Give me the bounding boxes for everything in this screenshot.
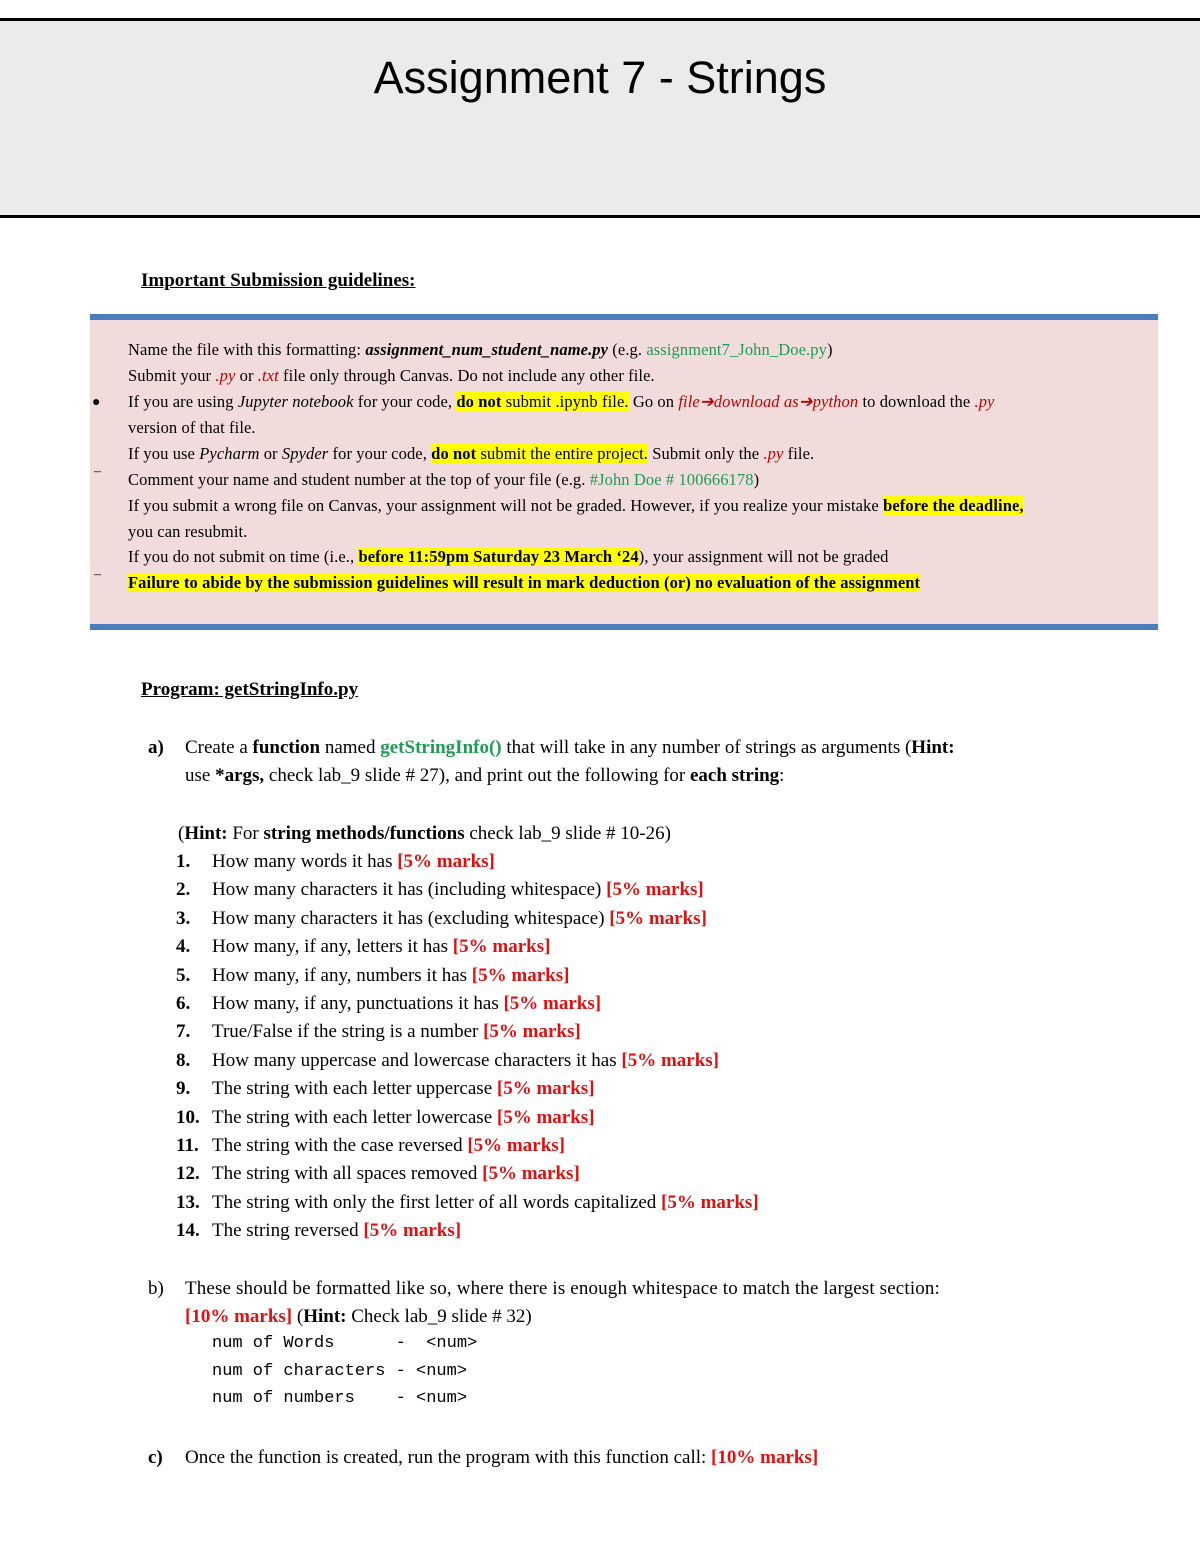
list-item: How many characters it has (excluding whitespace) [5% marks] [212, 908, 707, 929]
list-item-number: 3. [176, 908, 191, 929]
guideline-warning: Failure to abide by the submission guidelines will result in mark deduction (or) no evaluation of the assignment [128, 573, 921, 592]
marks-badge: [5% marks] [503, 993, 602, 1014]
list-item: The string with each letter lowercase [5% marks] [212, 1107, 595, 1128]
guideline-deadline: If you do not submit on time (i.e., before 11:59pm Saturday 23 March ‘24), your assignment will not be graded [128, 547, 889, 566]
list-item: True/False if the string is a number [5% marks] [212, 1021, 581, 1042]
marks-badge: [5% marks] [496, 1078, 595, 1099]
list-item-number: 2. [176, 879, 191, 900]
guideline-submit: Submit your .py or .txt file only through Canvas. Do not include any other file. [128, 366, 655, 385]
program-heading: Program: getStringInfo.py [141, 679, 359, 700]
code-line: num of characters - <num> [212, 1362, 468, 1381]
page-title: Assignment 7 - Strings [373, 52, 827, 103]
marks-badge: [5% marks] [661, 1192, 759, 1213]
guideline-comment: Comment your name and student number at the top of your file (e.g. #John Doe # 100666178) [128, 470, 760, 489]
guideline-pycharm: If you use Pycharm or Spyder for your code, do not submit the entire project. Submit only the .py file. [128, 444, 815, 463]
part-a-hint: (Hint: For string methods/functions check lab_9 slide # 10-26) [178, 823, 671, 844]
list-item-number: 5. [176, 965, 191, 986]
marks-badge: [5% marks] [609, 908, 707, 929]
marks-badge: [5% marks] [483, 1021, 581, 1042]
title-banner [0, 18, 1200, 218]
list-item-number: 8. [176, 1050, 191, 1071]
list-item-number: 4. [176, 936, 191, 957]
part-a-text-2: use *args, check lab_9 slide # 27), and print out the following for each string: [185, 765, 785, 786]
bullet-dot-icon: ● [92, 395, 101, 410]
list-item-number: 10. [176, 1107, 200, 1128]
part-c-label: c) [148, 1447, 163, 1468]
marks-badge: [5% marks] [496, 1107, 595, 1128]
list-item-number: 6. [176, 993, 191, 1014]
code-line: num of Words - <num> [212, 1334, 478, 1353]
list-item-number: 11. [176, 1135, 199, 1156]
guideline-jupyter-cont: version of that file. [128, 418, 256, 437]
marks-badge: [5% marks] [467, 1135, 565, 1156]
part-b-text-2: [10% marks] (Hint: Check lab_9 slide # 32) [185, 1306, 532, 1327]
list-item: How many words it has [5% marks] [212, 851, 495, 872]
list-item-number: 12. [176, 1163, 200, 1184]
marks-badge: [5% marks] [471, 965, 570, 986]
list-item: The string with only the first letter of all words capitalized [5% marks] [212, 1192, 759, 1213]
guideline-resubmit: you can resubmit. [128, 522, 248, 541]
part-c-text: Once the function is created, run the program with this function call: [10% marks] [185, 1447, 819, 1468]
list-item: The string with all spaces removed [5% marks] [212, 1163, 580, 1184]
marks-badge: [5% marks] [482, 1163, 580, 1184]
list-item-number: 13. [176, 1192, 200, 1213]
part-b-label: b) [148, 1278, 164, 1299]
list-item: How many, if any, punctuations it has [5% marks] [212, 993, 602, 1014]
list-item-number: 1. [176, 851, 191, 872]
marks-badge: [5% marks] [606, 879, 704, 900]
marks-badge: [5% marks] [452, 936, 551, 957]
part-b-text-1: These should be formatted like so, where there is enough whitespace to match the largest section: [185, 1278, 940, 1299]
part-a-text-1: Create a function named getStringInfo() that will take in any number of strings as arguments (Hint: [185, 737, 955, 758]
marks-badge: [5% marks] [397, 851, 495, 872]
part-a-label: a) [148, 737, 164, 758]
bullet-dash-icon: – [94, 464, 101, 479]
marks-badge: [5% marks] [621, 1050, 720, 1071]
list-item: The string with each letter uppercase [5% marks] [212, 1078, 595, 1099]
arrow-icon: ➔ [699, 392, 714, 411]
marks-badge: [5% marks] [363, 1220, 462, 1241]
arrow-icon: ➔ [798, 392, 813, 411]
list-item: The string reversed [5% marks] [212, 1220, 462, 1241]
guideline-wrong-file: If you submit a wrong file on Canvas, your assignment will not be graded. However, if you realize your mistake before the deadline, [128, 496, 1024, 515]
code-line: num of numbers - <num> [212, 1389, 468, 1408]
list-item: How many, if any, letters it has [5% marks] [212, 936, 551, 957]
list-item-number: 7. [176, 1021, 191, 1042]
list-item: How many uppercase and lowercase characters it has [5% marks] [212, 1050, 720, 1071]
guidelines-heading: Important Submission guidelines: [141, 270, 416, 291]
list-item-number: 9. [176, 1078, 191, 1099]
guideline-filename: Name the file with this formatting: assignment_num_student_name.py (e.g. assignment7_John_Doe.py) [128, 340, 833, 359]
list-item: How many, if any, numbers it has [5% marks] [212, 965, 570, 986]
list-item-number: 14. [176, 1220, 200, 1241]
bullet-dash-icon: – [94, 567, 101, 582]
list-item: The string with the case reversed [5% marks] [212, 1135, 565, 1156]
list-item: How many characters it has (including whitespace) [5% marks] [212, 879, 704, 900]
guideline-jupyter: If you are using Jupyter notebook for your code, do not submit .ipynb file. Go on file➔download as➔python to download the .py [128, 392, 995, 411]
